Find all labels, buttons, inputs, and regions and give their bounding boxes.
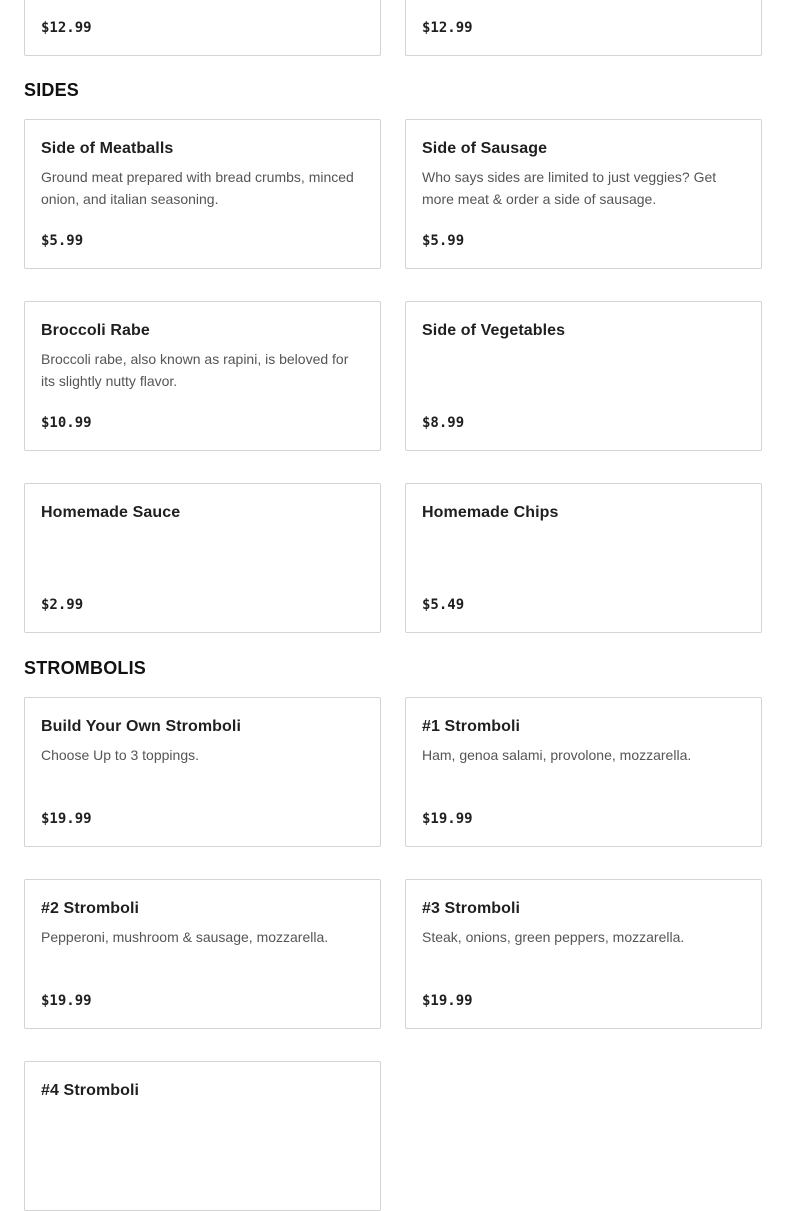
item-description: Broccoli rabe, also known as rapini, is beloved for its slightly nutty flavor. bbox=[41, 351, 349, 389]
item-description: Steak, onions, green peppers, mozzarella. bbox=[422, 929, 685, 945]
menu-item-broccoli-rabe[interactable] bbox=[24, 301, 381, 451]
menu-item-side-of-vegetables[interactable] bbox=[405, 301, 762, 451]
item-price: $5.99 bbox=[41, 233, 84, 249]
menu-item-4-stromboli[interactable] bbox=[24, 1061, 381, 1211]
menu-item-build-your-own-stromboli[interactable] bbox=[24, 697, 381, 847]
item-price: $5.49 bbox=[422, 597, 465, 613]
item-name: #4 Stromboli bbox=[41, 1082, 140, 1099]
item-price: $19.99 bbox=[422, 993, 473, 1009]
menu-item-1-stromboli[interactable] bbox=[405, 697, 762, 847]
item-name: Side of Meatballs bbox=[41, 140, 174, 157]
menu-row bbox=[24, 0, 761, 56]
menu-row bbox=[24, 301, 761, 451]
item-description: Choose Up to 3 toppings. bbox=[41, 747, 199, 763]
menu-item-2-stromboli[interactable] bbox=[24, 879, 381, 1029]
item-price: $19.99 bbox=[422, 811, 473, 827]
item-name: Side of Sausage bbox=[422, 140, 548, 157]
item-name: #3 Stromboli bbox=[422, 900, 521, 917]
menu-item-homemade-chips[interactable] bbox=[405, 483, 762, 633]
item-name: Side of Vegetables bbox=[422, 322, 566, 339]
item-name: Build Your Own Stromboli bbox=[41, 718, 242, 735]
menu-item-card[interactable] bbox=[405, 0, 762, 56]
menu-row bbox=[24, 483, 761, 633]
item-price: $5.99 bbox=[422, 233, 465, 249]
menu-row bbox=[24, 119, 761, 269]
item-name: #2 Stromboli bbox=[41, 900, 140, 917]
menu-item-card[interactable] bbox=[24, 0, 381, 56]
item-price: $19.99 bbox=[41, 993, 92, 1009]
item-description: Pepperoni, mushroom & sausage, mozzarella. bbox=[41, 929, 329, 945]
item-price: $12.99 bbox=[422, 20, 473, 36]
menu-row bbox=[24, 879, 761, 1029]
item-price: $8.99 bbox=[422, 415, 465, 431]
item-name: Homemade Sauce bbox=[41, 504, 181, 521]
menu-row bbox=[24, 697, 761, 847]
menu-item-3-stromboli[interactable] bbox=[405, 879, 762, 1029]
item-description: Who says sides are limited to just veggies? Get more meat & order a side of sausage. bbox=[422, 169, 717, 207]
item-description: Ham, genoa salami, provolone, mozzarella. bbox=[422, 747, 692, 763]
menu-row bbox=[24, 1061, 761, 1211]
menu-item-side-of-meatballs[interactable] bbox=[24, 119, 381, 269]
menu-item-homemade-sauce[interactable] bbox=[24, 483, 381, 633]
item-price: $2.99 bbox=[41, 597, 84, 613]
item-price: $10.99 bbox=[41, 415, 92, 431]
item-description: Ground meat prepared with bread crumbs, minced onion, and italian seasoning. bbox=[41, 169, 354, 207]
item-name: Broccoli Rabe bbox=[41, 322, 150, 339]
item-price: $19.99 bbox=[41, 811, 92, 827]
item-name: Homemade Chips bbox=[422, 504, 559, 521]
item-name: #1 Stromboli bbox=[422, 718, 521, 735]
item-price: $12.99 bbox=[41, 20, 92, 36]
section-title-strombolis: STROMBOLIS bbox=[24, 658, 146, 678]
section-title-sides: SIDES bbox=[24, 80, 80, 100]
menu-item-side-of-sausage[interactable] bbox=[405, 119, 762, 269]
